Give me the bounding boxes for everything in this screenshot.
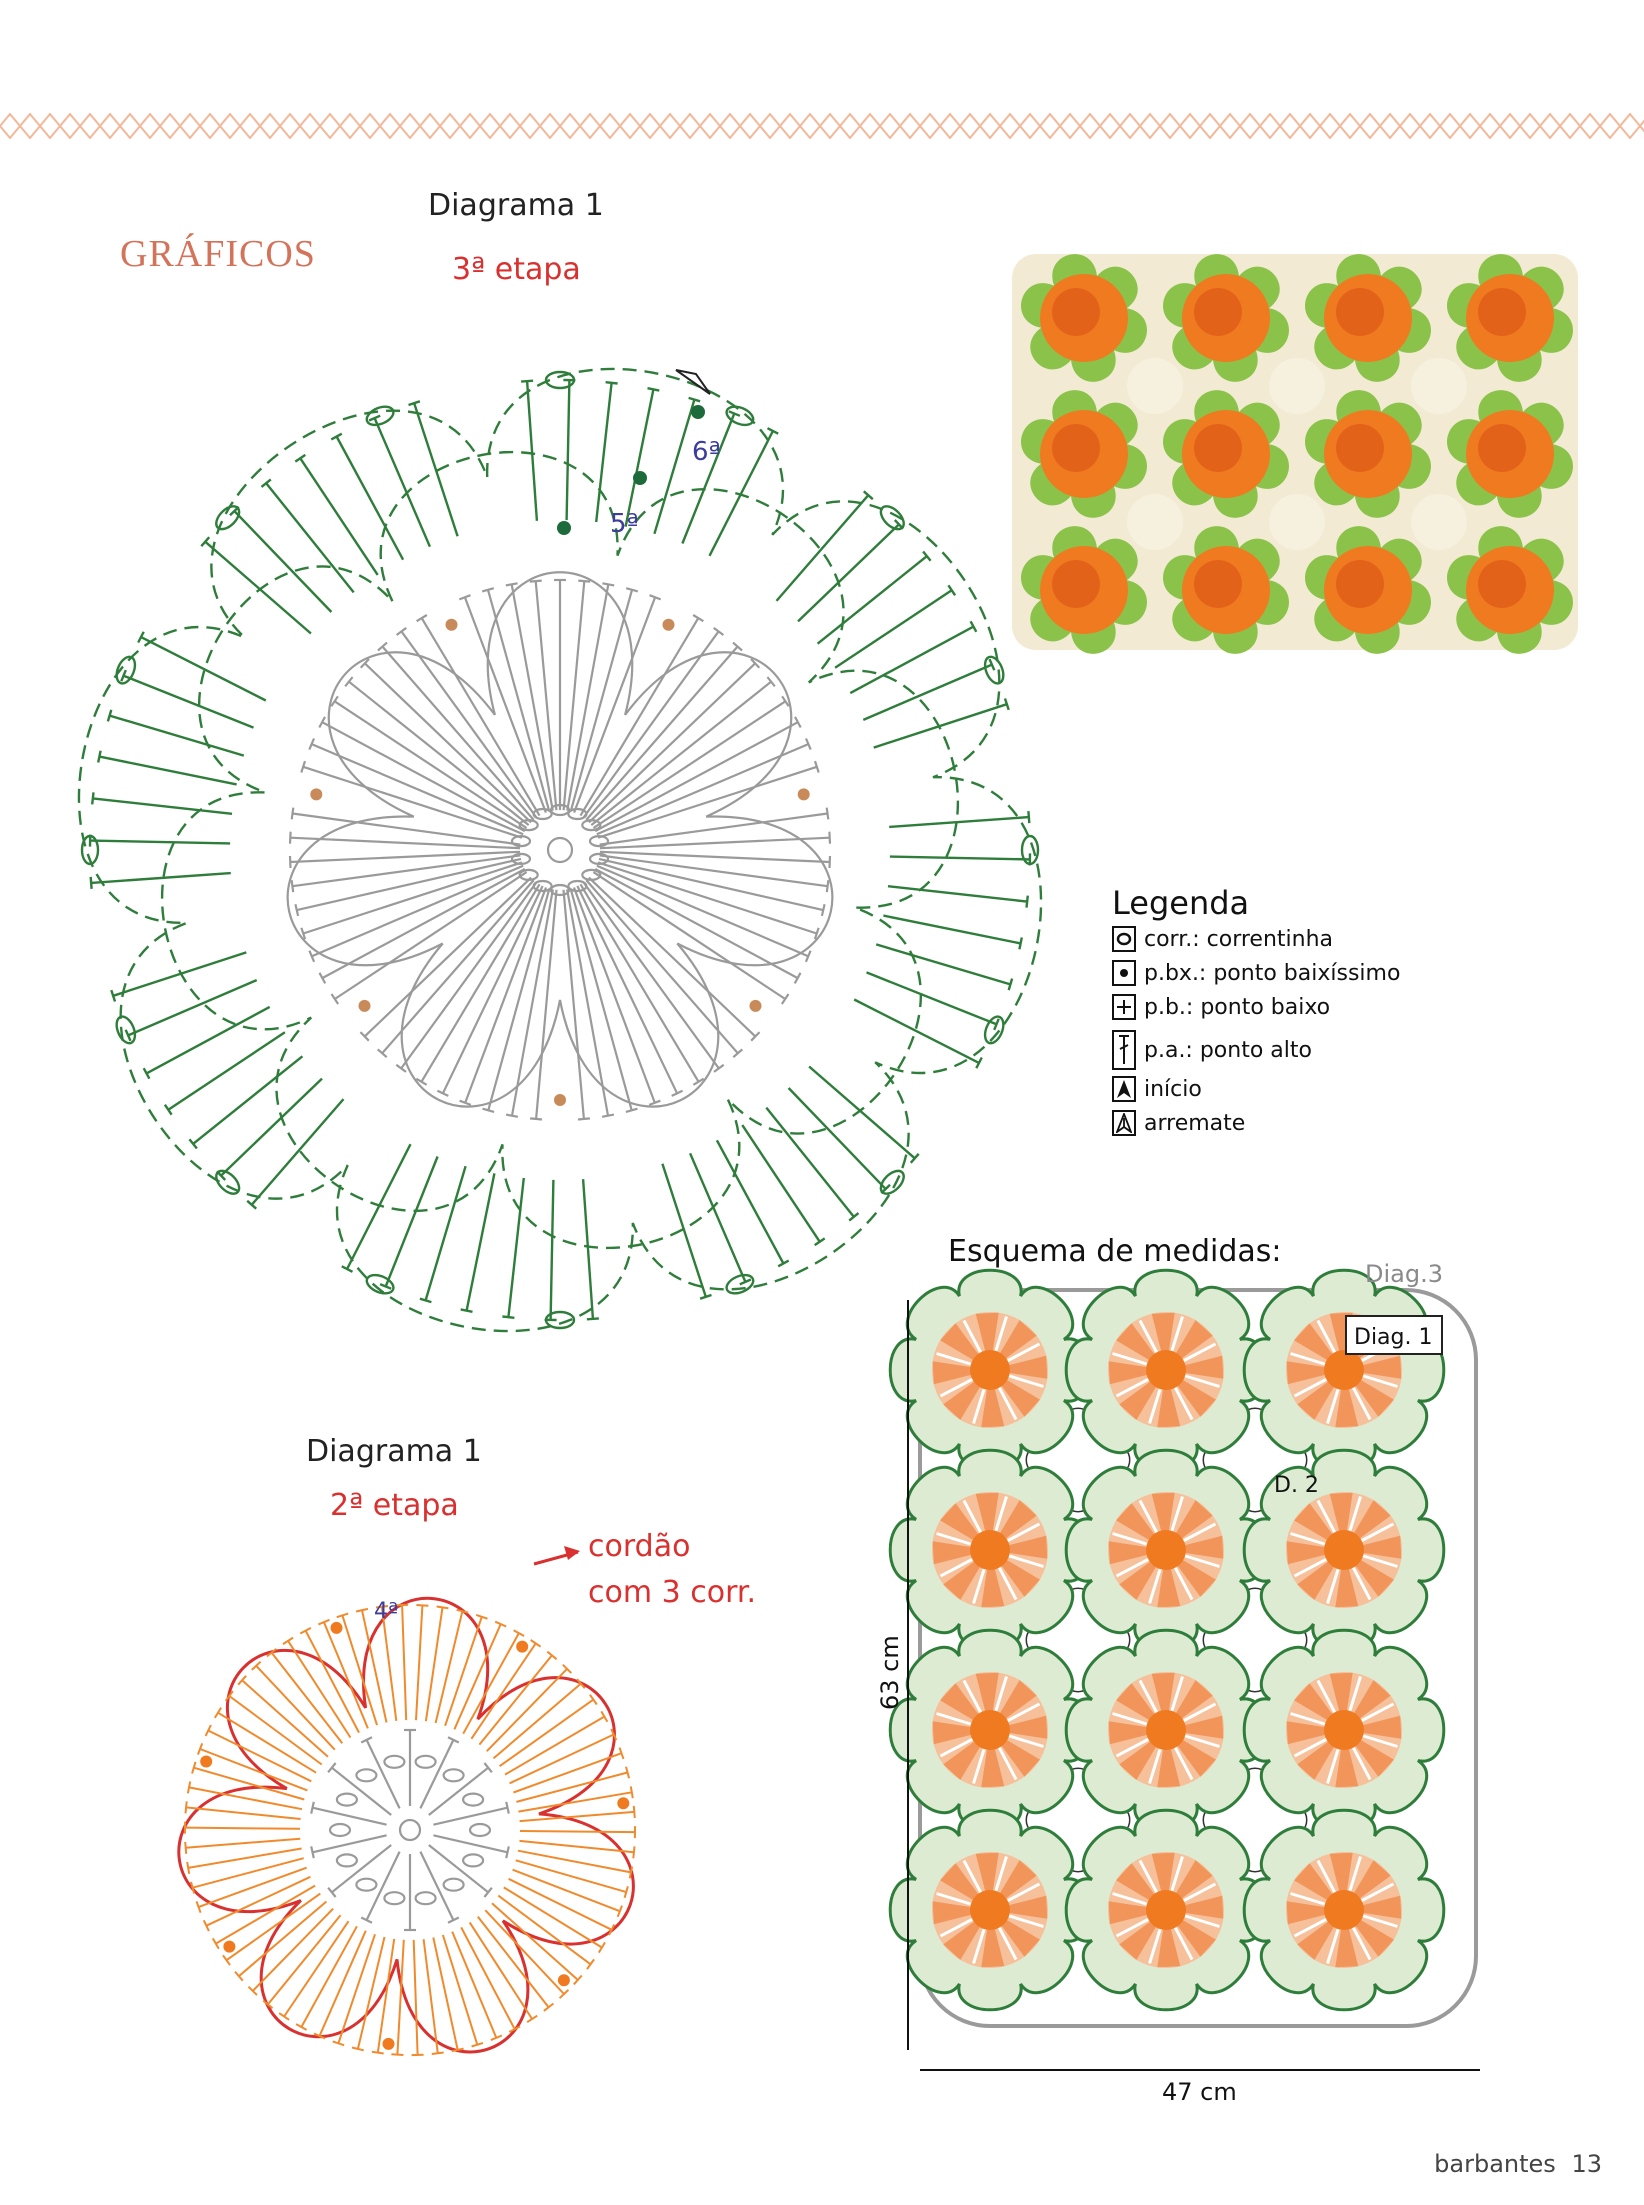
finished-piece-photo (1004, 240, 1584, 660)
diagram-bottom-subtitle: 2ª etapa (330, 1488, 459, 1523)
end-arrow-outline-icon (1112, 1110, 1136, 1136)
legend-label: p.b.: ponto baixo (1144, 994, 1331, 1020)
round-label-4: 4ª (374, 1599, 399, 1624)
legend-label: corr.: correntinha (1144, 926, 1333, 952)
zigzag-border (0, 108, 1644, 144)
start-dot (691, 405, 705, 419)
legend-label: p.bx.: ponto baixíssimo (1144, 960, 1401, 986)
crochet-chart-top (30, 320, 1090, 1380)
diag3-label: Diag.3 (1365, 1260, 1443, 1288)
legend-label: início (1144, 1076, 1202, 1102)
round-label-5: 5ª (610, 509, 639, 539)
legend-item (1112, 1110, 1245, 1136)
legend-label: arremate (1144, 1110, 1246, 1136)
schema-title: Esquema de medidas: (948, 1234, 1282, 1269)
chain-oval-icon (1112, 926, 1136, 952)
diagram-bottom-title: Diagrama 1 (306, 1434, 482, 1469)
round-label-6: 6ª (692, 437, 721, 467)
diagram-top-title: Diagrama 1 (428, 188, 604, 223)
diag1-label: Diag. 1 (1354, 1325, 1433, 1350)
crochet-chart-bottom (130, 1530, 730, 2090)
legend-item (1112, 1030, 1312, 1070)
plus-icon (1112, 994, 1136, 1020)
t-stitch-icon (1112, 1030, 1136, 1070)
legend-item (1112, 1076, 1202, 1102)
magazine-name: barbantes (1434, 2150, 1556, 2178)
width-label: 47 cm (1162, 2078, 1237, 2106)
legend-label: p.a.: ponto alto (1144, 1037, 1312, 1063)
page-footer (1434, 2150, 1602, 2178)
dot-icon (1112, 960, 1136, 986)
diagram-top-subtitle: 3ª etapa (452, 252, 581, 287)
cord-note-line2: com 3 corr. (588, 1575, 757, 1610)
legend-item (1112, 960, 1400, 986)
end-arrow-icon (676, 370, 710, 394)
legend-item (1112, 926, 1333, 952)
height-label: 63 cm (876, 1635, 904, 1710)
d2-label: D. 2 (1274, 1473, 1319, 1498)
cord-note-line1: cordão (588, 1529, 691, 1564)
section-title: GRÁFICOS (120, 233, 316, 275)
measurement-schema (860, 1260, 1520, 2140)
legend-item (1112, 994, 1330, 1020)
start-arrow-filled-icon (1112, 1076, 1136, 1102)
legend-title: Legenda (1112, 884, 1250, 922)
page-number: 13 (1571, 2150, 1602, 2178)
